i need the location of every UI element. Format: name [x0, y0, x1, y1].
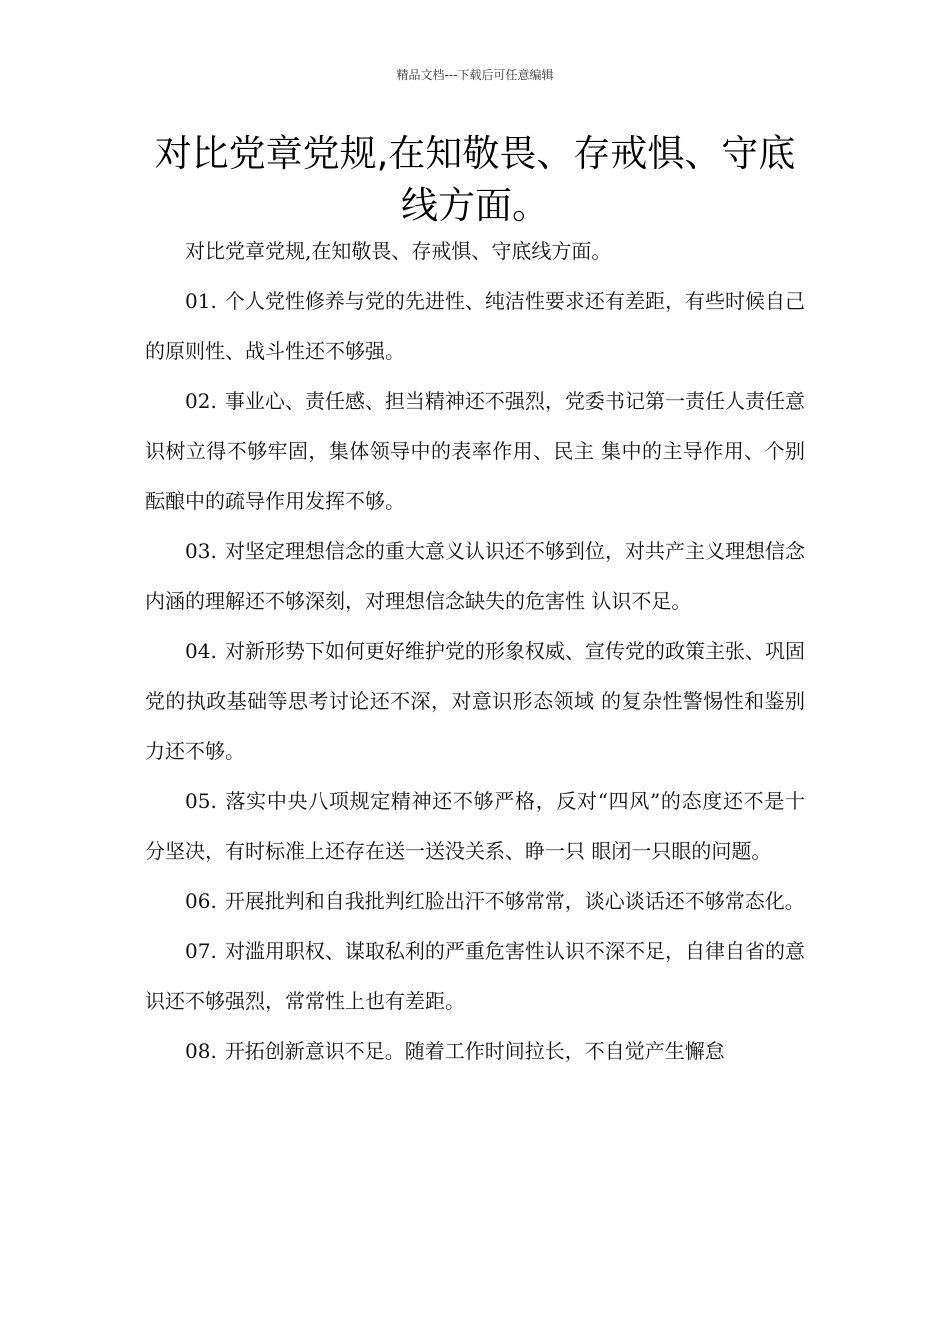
list-item [145, 1026, 805, 1076]
item-text: 对新形势下如何更好维护党的形象权威、宣传党的政策主张、巩固党的执政基础等思考讨论还不深，对意识形态领域 的复杂性警惕性和鉴别力还不够。 [145, 639, 805, 763]
item-number: 07. [185, 939, 217, 963]
list-item [145, 376, 805, 526]
item-text: 个人党性修养与党的先进性、纯洁性要求还有差距，有些时候自己的原则性、战斗性还不够强。 [145, 289, 805, 363]
list-item [145, 776, 805, 876]
list-item [145, 626, 805, 776]
intro-paragraph: 对比党章党规,在知敬畏、存戒惧、守底线方面。 [185, 239, 612, 263]
item-text: 开拓创新意识不足。随着工作时间拉长，不自觉产生懈怠 [224, 1039, 725, 1063]
item-number: 03. [185, 539, 217, 563]
item-text: 对滥用职权、谋取私利的严重危害性认识不深不足，自律自省的意识还不够强烈，常常性上也有差距。 [145, 939, 805, 1013]
document-title: 对比党章党规,在知敬畏、存戒惧、守底线方面。 [154, 132, 796, 227]
list-item [145, 926, 805, 1026]
item-number: 04. [185, 639, 217, 663]
item-number: 01. [185, 289, 217, 313]
item-text: 开展批判和自我批判红脸出汗不够常常，谈心谈话还不够常态化。 [224, 889, 805, 913]
list-item [145, 876, 805, 926]
item-number: 05. [185, 789, 217, 813]
document-body [145, 226, 805, 1076]
item-text: 对坚定理想信念的重大意义认识还不够到位，对共产主义理想信念内涵的理解还不够深刻，对理想信念缺失的危害性 认识不足。 [145, 539, 805, 613]
item-text: 事业心、责任感、担当精神还不强烈，党委书记第一责任人责任意识树立得不够牢固，集体领导中的表率作用、民主 集中的主导作用、个别酝酿中的疏导作用发挥不够。 [145, 389, 805, 513]
item-number: 06. [185, 889, 217, 913]
item-number: 08. [185, 1039, 217, 1063]
header-note: 精品文档---下载后可任意编辑 [396, 68, 554, 82]
list-item [145, 276, 805, 376]
list-item [145, 526, 805, 626]
item-text: 落实中央八项规定精神还不够严格，反对“四风”的态度还不是十分坚决，有时标准上还存在送一送没关系、睁一只 眼闭一只眼的问题。 [145, 789, 805, 863]
item-number: 02. [185, 389, 217, 413]
